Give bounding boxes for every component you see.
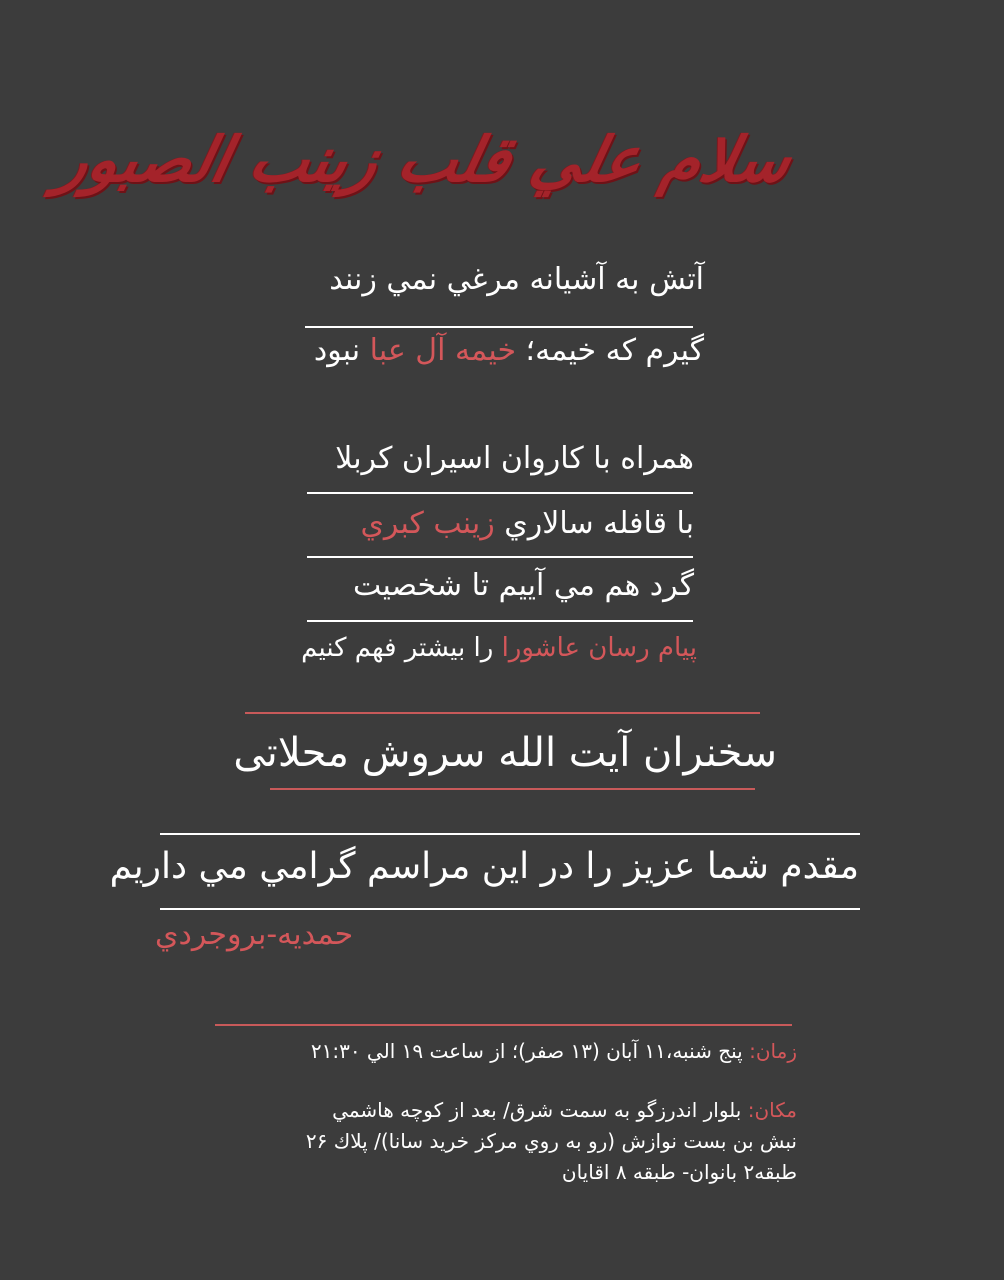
poem-text: گيرم که خيمه؛	[516, 333, 704, 368]
divider	[307, 492, 693, 494]
poem-line-3: همراه با كاروان اسيران كربلا	[335, 441, 694, 476]
poem-line-1: آتش به آشيانه مرغي نمي زنند	[329, 262, 704, 297]
calligraphy-title: سلام علي قلب زينب الصبور	[51, 123, 798, 196]
calligraphy-header	[51, 95, 798, 225]
organizer-name: حمديه-بروجردي	[155, 917, 354, 952]
poem-text: با قافله سالاري	[494, 506, 694, 541]
poem-text: را بيشتر فهم كنيم	[301, 633, 502, 663]
divider	[307, 556, 693, 558]
divider	[307, 620, 693, 622]
divider	[305, 326, 693, 328]
poem-line-5: گرد هم مي آييم تا شخصيت	[353, 568, 694, 603]
poem-highlight: خيمه آل عبا	[369, 333, 516, 368]
place-line-3: طبقه۲ بانوان- طبقه ۸ اقايان	[561, 1160, 797, 1184]
welcome-message: مقدم شما عزيز را در اين مراسم گرامي مي داريم	[109, 846, 859, 887]
place-line-2: نبش بن بست نوازش (رو به روي مركز خريد سانا)/ پلاك ۲۶	[305, 1129, 797, 1153]
time-value: پنج شنبه،۱۱ آبان (۱۳ صفر)؛ از ساعت ۱۹ الي ۲۱:۳۰	[310, 1039, 750, 1063]
time-label: زمان:	[749, 1039, 797, 1063]
divider	[160, 908, 860, 910]
poem-line-6	[301, 633, 697, 663]
divider	[245, 712, 760, 714]
time-info	[311, 1037, 797, 1066]
poem-highlight: زينب كبري	[360, 506, 495, 541]
place-line-1	[332, 1096, 797, 1125]
place-value: بلوار اندرزگو به سمت شرق/ بعد از كوچه هاشمي	[332, 1098, 748, 1122]
divider	[215, 1024, 792, 1026]
poem-highlight: پيام رسان عاشورا	[501, 633, 697, 663]
poem-line-2	[314, 333, 704, 368]
poem-text: نبود	[313, 333, 370, 368]
place-label: مكان:	[747, 1098, 797, 1122]
poem-line-4	[360, 506, 694, 541]
divider	[270, 788, 755, 790]
speaker-name: سخنران آيت الله سروش محلاتی	[233, 730, 777, 776]
divider	[160, 833, 860, 835]
